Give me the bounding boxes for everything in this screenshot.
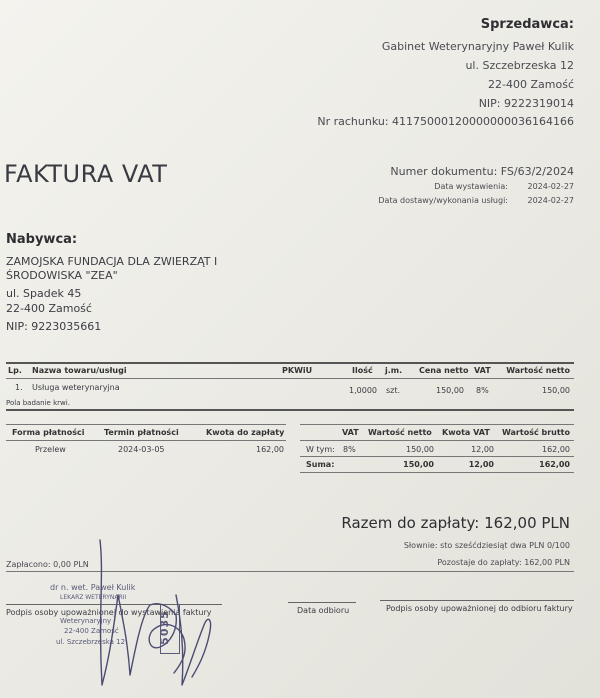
vat-row-gross: 162,00 bbox=[542, 445, 570, 454]
delivery-date: 2024-02-27 bbox=[527, 196, 574, 205]
receipt-date-line bbox=[288, 602, 356, 603]
pay-method: Przelew bbox=[35, 445, 66, 454]
seller-name: Gabinet Weterynaryjny Paweł Kulik bbox=[381, 40, 574, 53]
vat-table-top-rule bbox=[300, 424, 574, 425]
item-net-price: 150,00 bbox=[436, 386, 464, 395]
item-qty: 1,0000 bbox=[349, 386, 377, 395]
vat-table-bottom-rule bbox=[300, 472, 574, 473]
pay-amount: 162,00 bbox=[256, 445, 284, 454]
seller-heading: Sprzedawca: bbox=[480, 17, 574, 32]
col-header-net-value: Wartość netto bbox=[506, 366, 570, 375]
item-lp: 1. bbox=[15, 383, 23, 392]
remaining-amount: Pozostaje do zapłaty: 162,00 PLN bbox=[437, 558, 570, 567]
item-vat: 8% bbox=[476, 386, 489, 395]
col-header-name: Nazwa towaru/usługi bbox=[32, 366, 127, 375]
stamp-line2: LEKARZ WETERYNARII bbox=[60, 594, 127, 601]
issue-date: 2024-02-27 bbox=[527, 182, 574, 191]
document-title: FAKTURA VAT bbox=[4, 160, 168, 188]
issue-date-label: Data wystawienia: bbox=[434, 182, 508, 191]
vat-header-rate: VAT bbox=[342, 428, 359, 437]
stamp-number: 5035 bbox=[157, 610, 171, 645]
col-header-vat: VAT bbox=[474, 366, 491, 375]
vat-sum-net: 150,00 bbox=[403, 460, 434, 469]
vat-header-gross: Wartość brutto bbox=[501, 428, 570, 437]
buyer-heading: Nabywca: bbox=[6, 232, 78, 247]
seller-account: Nr rachunku: 41175000120000000036164166 bbox=[317, 115, 574, 128]
document-number: Numer dokumentu: FS/63/2/2024 bbox=[390, 165, 574, 178]
vat-row-rate: 8% bbox=[343, 445, 356, 454]
vat-sum-label: Suma: bbox=[306, 460, 335, 469]
total-in-words: Słownie: sto sześćdziesiąt dwa PLN 0/100 bbox=[403, 541, 570, 550]
buyer-name-line2: ŚRODOWISKA "ZEA" bbox=[6, 269, 118, 282]
stamp-line1: dr n. wet. Paweł Kulik bbox=[50, 583, 136, 592]
seller-city: 22-400 Zamość bbox=[488, 78, 574, 91]
pay-header-due: Termin płatności bbox=[104, 428, 179, 437]
buyer-name-line1: ZAMOJSKA FUNDACJA DLA ZWIERZĄT I bbox=[6, 255, 218, 268]
seller-nip: NIP: 9222319014 bbox=[478, 97, 574, 110]
delivery-date-label: Data dostawy/wykonania usługi: bbox=[378, 196, 508, 205]
vat-header-rule bbox=[300, 440, 574, 441]
buyer-nip: NIP: 9223035661 bbox=[6, 320, 102, 333]
item-name: Usługa weterynaryjna bbox=[32, 383, 120, 392]
paid-amount: Zapłacono: 0,00 PLN bbox=[6, 560, 89, 569]
receipt-date-label: Data odbioru bbox=[297, 606, 350, 615]
buyer-city: 22-400 Zamość bbox=[6, 302, 92, 315]
stamp-line5: ul. Szczebrzeska 12 bbox=[56, 638, 126, 646]
pay-due-date: 2024-03-05 bbox=[118, 445, 165, 454]
vat-row-label: W tym: bbox=[306, 445, 335, 454]
payment-header-rule bbox=[6, 440, 286, 441]
vat-row-vat-amount: 12,00 bbox=[471, 445, 494, 454]
stamp-line4: 22-400 Zamość bbox=[64, 627, 119, 635]
item-net-value: 150,00 bbox=[542, 386, 570, 395]
vat-header-vat-amount: Kwota VAT bbox=[442, 428, 490, 437]
col-header-pkwiu: PKWiU bbox=[282, 366, 313, 375]
handwritten-signature bbox=[80, 535, 240, 695]
receiver-signature-label: Podpis osoby upoważnionej do odbioru faktury bbox=[386, 604, 573, 613]
col-header-lp: Lp. bbox=[8, 366, 22, 375]
seller-street: ul. Szczebrzeska 12 bbox=[465, 59, 574, 72]
issuer-signature-label: Podpis osoby upoważnionej do wystawienia faktury bbox=[6, 608, 212, 617]
receiver-signature-line bbox=[380, 600, 574, 601]
items-table-bottom-rule bbox=[6, 409, 574, 411]
stamp-line3: Weterynaryjny bbox=[60, 617, 112, 625]
vat-sum-vat-amount: 12,00 bbox=[468, 460, 494, 469]
vat-row-net: 150,00 bbox=[406, 445, 434, 454]
items-table-top-rule bbox=[6, 362, 574, 364]
col-header-unit: j.m. bbox=[385, 366, 403, 375]
buyer-street: ul. Spadek 45 bbox=[6, 287, 82, 300]
col-header-net-price: Cena netto bbox=[419, 366, 469, 375]
pay-header-amount: Kwota do zapłaty bbox=[206, 428, 285, 437]
items-header-rule bbox=[6, 378, 574, 379]
item-note: Pola badanie krwi. bbox=[6, 399, 70, 407]
item-unit: szt. bbox=[386, 386, 401, 395]
vat-sum-gross: 162,00 bbox=[539, 460, 570, 469]
pay-header-method: Forma płatności bbox=[12, 428, 85, 437]
total-to-pay: Razem do zapłaty: 162,00 PLN bbox=[341, 514, 570, 532]
col-header-qty: Ilość bbox=[352, 366, 373, 375]
vat-sum-rule bbox=[300, 456, 574, 457]
vat-header-net: Wartość netto bbox=[368, 428, 432, 437]
payment-table-top-rule bbox=[6, 424, 286, 425]
